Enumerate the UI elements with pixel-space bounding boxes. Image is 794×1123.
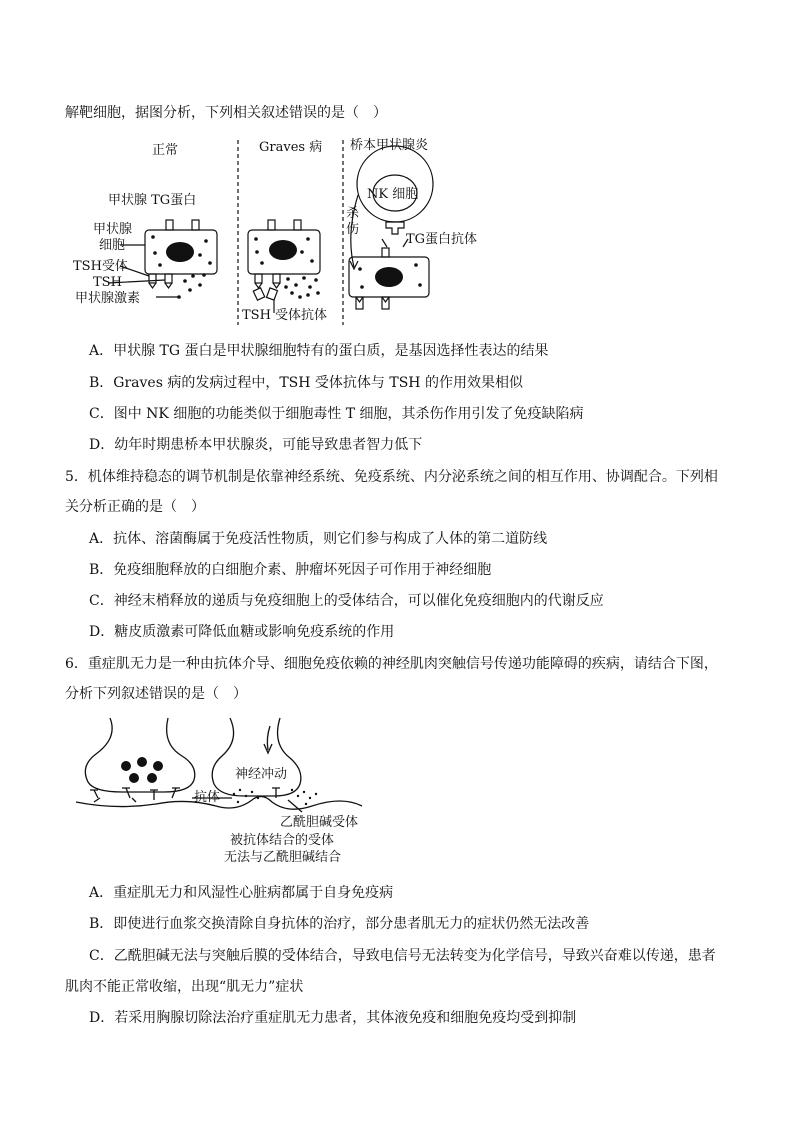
q4-option-c: C．图中 NK 细胞的功能类似于细胞毒性 T 细胞，其杀伤作用引发了免疫缺陷病 — [89, 406, 584, 422]
q6-option-a: A．重症肌无力和风湿性心脏病都属于自身免疫病 — [89, 885, 394, 901]
panel-hashimoto-label: 桥本甲状腺炎 — [350, 138, 429, 153]
kill-label-1: 杀 — [346, 206, 360, 221]
tsh-receptor-antibody-label: TSH 受体抗体 — [242, 308, 328, 323]
q6-option-c-line-2: 肌肉不能正常收缩，出现“肌无力”症状 — [65, 979, 304, 995]
q5-option-c: C．神经末梢释放的递质与免疫细胞上的受体结合，可以催化免疫细胞内的代谢反应 — [89, 593, 604, 609]
q6-stem-line-1: 6．重症肌无力是一种由抗体介导、细胞免疫依赖的神经肌肉突触信号传递功能障碍的疾病，请结合下图， — [65, 656, 718, 672]
q4-option-a: A．甲状腺 TG 蛋白是甲状腺细胞特有的蛋白质，是基因选择性表达的结果 — [89, 343, 549, 359]
thyroid-cell-label-2: 细胞 — [99, 238, 126, 253]
bound-receptor-label-2: 无法与乙酰胆碱结合 — [224, 850, 342, 865]
panel-normal-label: 正常 — [152, 143, 179, 158]
thyroid-hormone-label: 甲状腺激素 — [75, 291, 141, 306]
q6-option-d: D．若采用胸腺切除法治疗重症肌无力患者，其体液免疫和细胞免疫均受到抑制 — [89, 1010, 577, 1026]
q4-option-d: D．幼年时期患桥本甲状腺炎，可能导致患者智力低下 — [89, 437, 423, 453]
nerve-impulse-label: 神经冲动 — [235, 767, 288, 782]
antibody-label: 抗体 — [194, 790, 221, 805]
bound-receptor-label-1: 被抗体结合的受体 — [230, 833, 335, 848]
q5-stem-line-2: 关分析正确的是（ ） — [65, 499, 205, 515]
tg-antibody-label: TG蛋白抗体 — [406, 232, 478, 247]
q4-intro-text: 解靶细胞，据图分析，下列相关叙述错误的是（ ） — [65, 105, 387, 121]
q6-stem-line-2: 分析下列叙述错误的是（ ） — [65, 686, 247, 702]
ach-receptor-label: 乙酰胆碱受体 — [280, 815, 359, 830]
thyroid-cell-label-1: 甲状腺 — [93, 222, 133, 237]
q5-option-d: D．糖皮质激素可降低血糖或影响免疫系统的作用 — [89, 624, 395, 640]
q4-option-b: B．Graves 病的发病过程中，TSH 受体抗体与 TSH 的作用效果相似 — [89, 375, 523, 391]
q5-stem-line-1: 5．机体维持稳态的调节机制是依靠神经系统、免疫系统、内分泌系统之间的相互作用、协调配合。下列相 — [65, 469, 718, 485]
kill-label-2: 伤 — [346, 222, 360, 237]
panel-graves-label: Graves 病 — [259, 140, 323, 155]
synapse-diagram — [70, 716, 370, 826]
tsh-receptor-label: TSH受体 — [73, 259, 128, 274]
q6-option-b: B．即使进行血浆交换清除自身抗体的治疗，部分患者肌无力的症状仍然无法改善 — [89, 916, 590, 932]
q6-option-c-line-1: C．乙酰胆碱无法与突触后膜的受体结合，导致电信号无法转变为化学信号，导致兴奋难以传递，患者 — [89, 948, 716, 964]
tsh-label: TSH — [93, 275, 122, 290]
q5-option-b: B．免疫细胞释放的白细胞介素、肿瘤坏死因子可作用于神经细胞 — [89, 562, 492, 578]
tg-protein-label: 甲状腺 TG蛋白 — [108, 193, 197, 208]
q5-option-a: A．抗体、溶菌酶属于免疫活性物质，则它们参与构成了人体的第二道防线 — [89, 531, 548, 547]
nk-cell-label: NK 细胞 — [367, 187, 419, 202]
